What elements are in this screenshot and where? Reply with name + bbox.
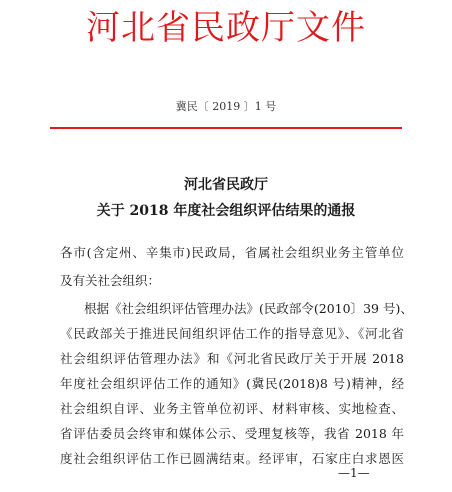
body-line-6: 省评估委员会终审和媒体公示、受理复核等，我省 2018 年: [60, 426, 404, 441]
document-number: 冀民〔 2019 〕1 号: [175, 100, 277, 113]
body-line-7: 度社会组织评估工作已圆满结束。经评审，石家庄白求恩医: [60, 451, 404, 466]
addressee-line-2: 及有关社会组织：: [60, 273, 161, 288]
document-masthead: 河北省民政厅文件: [86, 8, 366, 48]
body-line-5: 社会组织自评、业务主管单位初评、材料审核、实地检查、: [60, 401, 404, 416]
body-line-3: 社会组织评估管理办法》和《河北省民政厅关于开展 2018: [60, 351, 404, 366]
notice-title: 关于 2018 年度社会组织评估结果的通报: [96, 203, 356, 219]
body-line-4: 年度社会组织评估工作的通知》(冀民(2018)8 号)精神，经: [60, 376, 404, 391]
page-number: —1—: [338, 466, 370, 480]
issuing-organization-title: 河北省民政厅: [184, 177, 268, 193]
body-line-1: 根据《社会组织评估管理办法》(民政部令(2010〕39 号)、: [84, 301, 413, 316]
addressee-line-1: 各市(含定州、辛集市)民政局，省属社会组织业务主管单位: [60, 245, 404, 260]
body-line-2: 《民政部关于推进民间组织评估工作的指导意见》、《河北省: [60, 326, 404, 341]
red-divider-line: [50, 127, 402, 129]
